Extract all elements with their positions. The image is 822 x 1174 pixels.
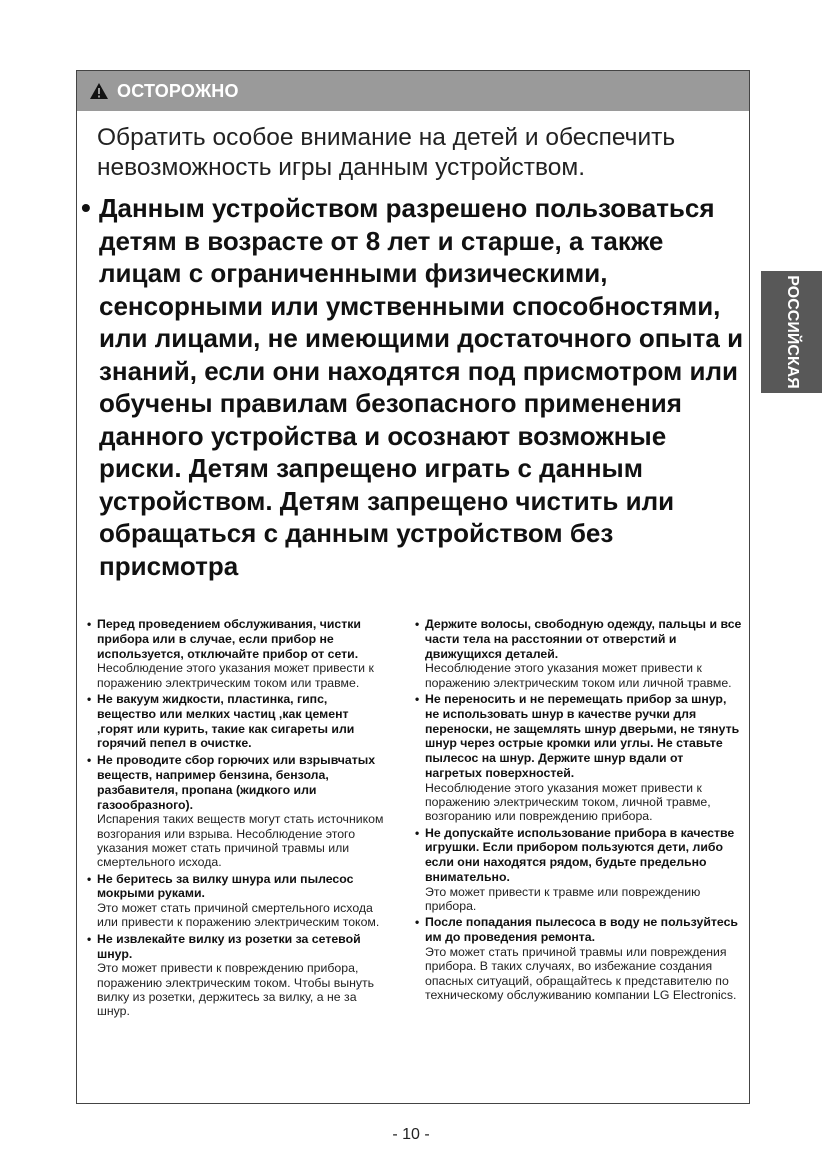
item-heading: После попадания пылесоса в воду не пользуйтесь им до проведения ремонта. [425, 915, 738, 945]
list-item [415, 915, 743, 1002]
bullet-icon: • [87, 931, 92, 946]
warning-header [77, 71, 749, 111]
item-note: Несоблюдение этого указания может привести к поражению электрическим током, личной травме, возгоранию или повреждению прибора. [425, 780, 711, 824]
item-heading: Не беритесь за вилку шнура или пылесос мокрыми руками. [97, 871, 354, 901]
list-item [415, 826, 743, 914]
item-note: Это может стать причиной травмы или повреждения прибора. В таких случаях, во избежание создания опасных ситуаций, обращайтесь к представителю по техническому обслуживанию компании LG Electronics. [425, 945, 737, 1002]
warning-title: ОСТОРОЖНО [117, 80, 239, 101]
list-item [87, 692, 387, 751]
item-note: Это может стать причиной смертельного исхода или привести к поражению электрическим током. [97, 901, 380, 930]
language-tab[interactable] [761, 271, 822, 393]
item-heading: Перед проведением обслуживания, чистки прибора или в случае, если прибор не используется, отключайте прибор от сети. [97, 617, 361, 661]
bullet-icon: • [87, 691, 92, 706]
list-item [87, 753, 387, 869]
language-tab-label: РОССИЙСКАЯ [783, 275, 801, 389]
item-note: Испарения таких веществ могут стать источником возгорания или взрыва. Несоблюдение этого указания может стать причиной травмы или смертельного исхода. [97, 812, 384, 870]
bullet-icon: • [87, 753, 92, 768]
right-column [415, 617, 743, 1004]
warning-section [76, 70, 750, 1104]
list-item [415, 617, 743, 690]
item-heading: Не переносить и не перемещать прибор за шнур, не использовать шнур в качестве ручки для переноски, не защемлять шнур дверьми, не тянуть шнур через острые кромки или углы. Не ставьте пылесос на шнур. Держите шнур вдали от нагретых поверхностей. [425, 691, 740, 780]
item-note: Несоблюдение этого указания может привести к поражению электрическим током или личной травме. [425, 661, 732, 690]
item-heading: Не проводите сбор горючих или взрывчатых веществ, например бензина, бензола, разбавителя, пропана (жидкого или газообразного). [97, 753, 376, 812]
page-number: - 10 - [392, 1126, 430, 1143]
left-column [87, 617, 387, 1021]
list-item [415, 692, 743, 824]
bullet-icon: • [87, 871, 92, 886]
bullet-icon: • [415, 691, 420, 706]
bullet-icon: • [415, 825, 420, 840]
list-item [87, 932, 387, 1019]
list-item [87, 617, 387, 690]
main-warning-text: Данным устройством разрешено пользоваться детям в возрасте от 8 лет и старше, а также лицам с ограниченными физическими, сенсорными или умственными способностями, или лицами, не имеющими достаточного опыта и знаний, если они находятся под присмотром или обучены правилам безопасного применения данного устройства и осознают возможные риски. Детям запрещено играть с данным устройством. Детям запрещено чистить или обращаться с данным устройством без присмотра [99, 193, 744, 581]
item-note: Несоблюдение этого указания может привести к поражению электрическим током или травме. [97, 661, 374, 690]
item-note: Это может привести к травме или повреждению прибора. [425, 884, 701, 914]
list-item [87, 872, 387, 930]
bullet-icon: • [81, 192, 91, 223]
bullet-icon: • [87, 617, 92, 631]
item-heading: Держите волосы, свободную одежду, пальцы и все части тела на расстоянии от отверстий и движущихся деталей. [425, 617, 742, 661]
main-warning [81, 192, 749, 582]
bullet-icon: • [415, 915, 420, 930]
item-heading: Не допускайте использование прибора в качестве игрушки. Если прибором пользуются дети, либо если они находятся рядом, будьте предельно внимательно. [425, 825, 735, 885]
item-heading: Не вакуум жидкости, пластинка, гипс, вещество или мелких частиц ,как цемент ,горят или курить, такие как сигареты или горячий пепел в очистке. [97, 691, 355, 751]
intro-text: Обратить особое внимание на детей и обеспечить невозможность игры данным устройством. [97, 124, 676, 181]
bullet-icon: • [415, 617, 420, 631]
item-note: Это может привести к повреждению прибора, поражению электрическим током. Чтобы вынуть вилку из розетки, держитесь за вилку, а не за шнур. [97, 961, 375, 1019]
warning-triangle-icon [89, 82, 109, 100]
item-heading: Не извлекайте вилку из розетки за сетевой шнур. [97, 931, 361, 961]
